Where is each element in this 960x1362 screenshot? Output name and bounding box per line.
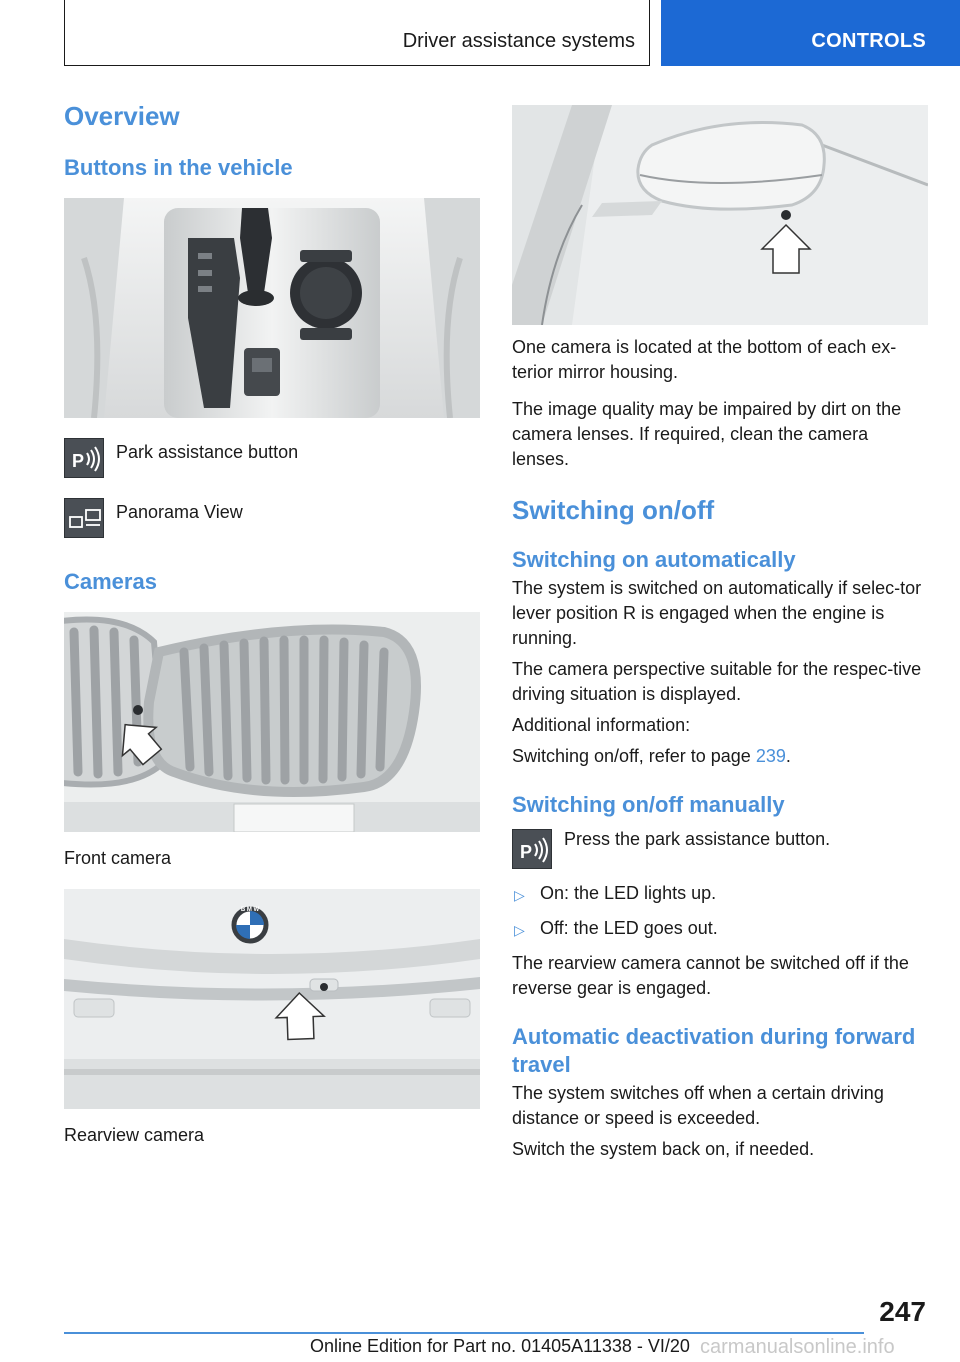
rearview-camera-illustration: [64, 889, 480, 1109]
section-title: Driver assistance systems: [402, 30, 635, 52]
page-239-link[interactable]: 239: [755, 746, 786, 766]
front-camera-caption: Front camera: [64, 848, 172, 868]
bullet-item-on: [512, 881, 928, 908]
manual-instruction-row: [512, 829, 928, 869]
edition-text: Online Edition for Part no. 01405A11338 - VI/20: [310, 1336, 690, 1356]
exterior-mirror-illustration: [512, 105, 928, 325]
triangle-bullet-icon: ▷: [514, 887, 525, 903]
svg-text:P: P: [520, 842, 533, 862]
cameras-heading: Cameras: [64, 569, 157, 594]
page-reference-prefix: Switching on/off, refer to page: [512, 746, 756, 766]
front-camera-image: [64, 612, 480, 832]
bullet-text-off: Off: the LED goes out.: [540, 918, 718, 938]
overview-heading: Overview: [64, 101, 180, 131]
park-assistance-icon[interactable]: [64, 438, 104, 478]
bullet-text-on: On: the LED lights up.: [540, 883, 717, 903]
rearview-camera-image: [64, 889, 480, 1109]
exterior-mirror-image: [512, 105, 928, 325]
page-reference: [512, 744, 928, 769]
deactivation-heading: Automatic deactivation during forward travel: [512, 1024, 916, 1077]
manual-heading: Switching on/off manually: [512, 792, 785, 817]
footer-divider: [64, 1332, 864, 1334]
right-column: [512, 105, 928, 1162]
page-reference-suffix: .: [785, 746, 791, 766]
section-title-box: [64, 0, 650, 66]
reverse-gear-paragraph: The rearview camera cannot be switched off if the reverse gear is engaged.: [512, 953, 909, 998]
auto-paragraph-1: The system is switched on automatically if selec-tor lever position R is engaged when the engine is running.: [512, 578, 922, 648]
deactivation-paragraph-2: Switch the system back on, if needed.: [512, 1139, 815, 1159]
page-number: 247: [879, 1296, 926, 1327]
switching-heading: Switching on/off: [512, 495, 715, 525]
auto-paragraph-2: The camera perspective suitable for the respec-tive driving situation is displayed.: [512, 659, 922, 704]
deactivation-paragraph-1: The system switches off when a certain driving distance or speed is exceeded.: [512, 1083, 884, 1128]
buttons-heading: Buttons in the vehicle: [64, 155, 293, 180]
manual-instruction-text: Press the park assistance button.: [564, 829, 831, 849]
front-camera-illustration: [64, 612, 480, 832]
page-header: [0, 0, 960, 66]
panorama-view-row: [64, 498, 480, 538]
bullet-item-off: [512, 916, 928, 943]
mirror-camera-paragraph: One camera is located at the bottom of each ex-terior mirror housing.: [512, 337, 897, 382]
park-assistance-icon-small[interactable]: [512, 829, 552, 869]
center-console-image: [64, 198, 480, 418]
panorama-view-label: Panorama View: [116, 502, 243, 522]
watermark: carmanualsonline.info: [700, 1336, 895, 1358]
left-column: [64, 100, 480, 1148]
triangle-bullet-icon: ▷: [514, 922, 525, 938]
park-assistance-row: [64, 438, 480, 478]
chapter-tab[interactable]: [661, 0, 960, 66]
additional-info-label: Additional information:: [512, 715, 691, 735]
chapter-tab-label: CONTROLS: [811, 30, 926, 52]
auto-heading: Switching on automatically: [512, 547, 796, 572]
bmw-logo-lettering: B M W: [240, 907, 260, 913]
svg-text:P: P: [72, 451, 85, 471]
park-assistance-label: Park assistance button: [116, 442, 299, 462]
center-console-illustration: [64, 198, 480, 418]
panorama-view-icon[interactable]: [64, 498, 104, 538]
image-quality-paragraph: The image quality may be impaired by dirt on the camera lenses. If required, clean the camera lenses.: [512, 399, 902, 469]
rearview-camera-caption: Rearview camera: [64, 1125, 205, 1145]
